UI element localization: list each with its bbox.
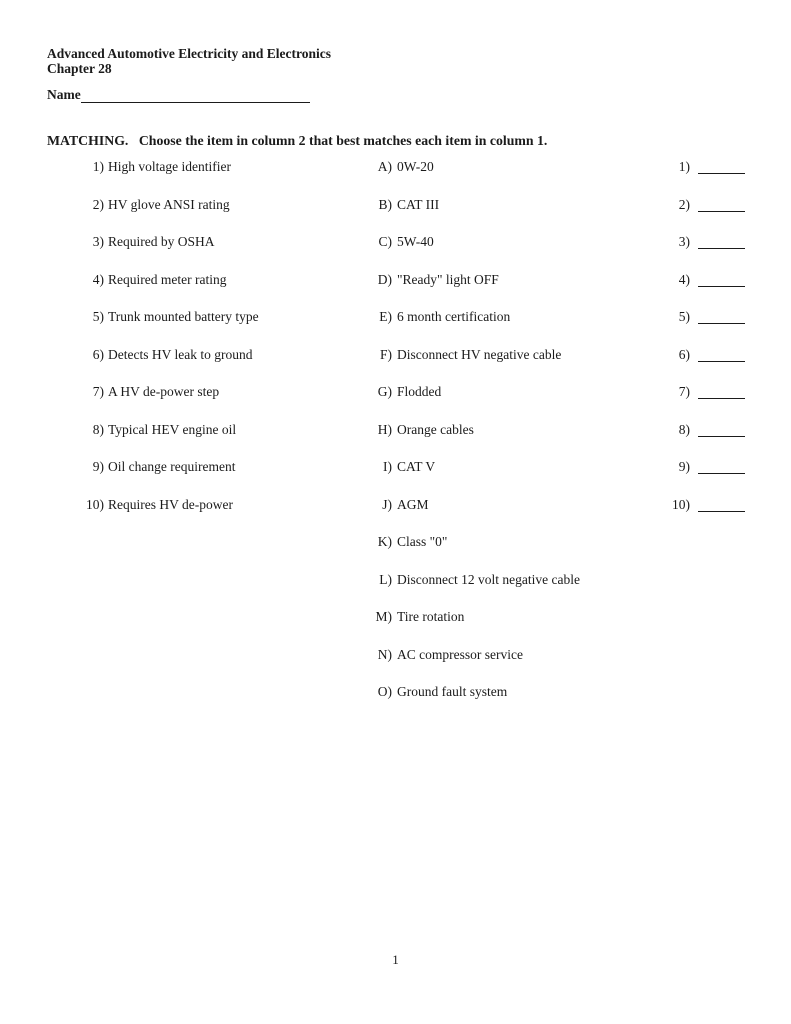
document-header: [47, 47, 331, 76]
col1-item-text: HV glove ANSI rating: [108, 196, 230, 212]
col1-number: 5): [92, 309, 104, 324]
matching-row-n: [0, 646, 791, 684]
matching-row-5: [0, 308, 791, 346]
matching-row-o: [0, 683, 791, 721]
matching-row-l: [0, 571, 791, 609]
col1-item-text: Detects HV leak to ground: [108, 346, 253, 362]
course-title: Advanced Automotive Electricity and Electronics: [47, 46, 331, 61]
name-blank[interactable]: [81, 87, 310, 103]
col2-letter: G): [377, 384, 392, 399]
col2-item-text: AGM: [397, 496, 429, 512]
col1-number: 10): [86, 496, 104, 512]
col2-item-text: CAT V: [397, 459, 436, 474]
col1-number: 6): [92, 346, 104, 362]
col1-number: 3): [92, 234, 104, 249]
col1-item-text: Requires HV de-power: [108, 496, 233, 512]
col2-letter: A): [377, 159, 392, 174]
answer-number: 7): [678, 384, 690, 399]
matching-row-1: [0, 158, 791, 196]
col2-item-text: Flodded: [397, 384, 442, 399]
answer-blank-7[interactable]: [698, 383, 745, 399]
answer-blank-10[interactable]: [698, 496, 745, 512]
col1-item-text: Required meter rating: [108, 271, 227, 287]
matching-row-7: [0, 383, 791, 421]
matching-row-10: [0, 496, 791, 534]
col1-number: 8): [92, 421, 104, 437]
col2-letter: F): [379, 346, 392, 362]
matching-row-2: [0, 196, 791, 234]
answer-number: 1): [678, 159, 690, 174]
col1-item-text: A HV de-power step: [108, 384, 220, 399]
page-number: 1: [392, 952, 399, 967]
answer-blank-6[interactable]: [698, 346, 745, 362]
answer-number: 6): [678, 346, 690, 362]
col1-number: 7): [92, 384, 104, 399]
col2-item-text: CAT III: [397, 196, 440, 212]
matching-row-k: [0, 533, 791, 571]
col2-item-text: Ground fault system: [397, 684, 508, 699]
answer-blank-1[interactable]: [698, 158, 745, 174]
col1-item-text: Trunk mounted battery type: [108, 309, 259, 324]
col2-letter: N): [377, 646, 392, 662]
matching-row-8: [0, 421, 791, 459]
answer-number: 4): [678, 271, 690, 287]
col1-number: 1): [92, 159, 104, 174]
matching-list: [0, 158, 791, 721]
answer-blank-5[interactable]: [698, 308, 745, 324]
col2-item-text: Class "0": [397, 534, 448, 549]
col1-number: 4): [92, 271, 104, 287]
col2-letter: O): [377, 684, 392, 699]
col2-letter: L): [379, 571, 392, 587]
col2-item-text: 5W-40: [397, 234, 434, 249]
name-line: [47, 87, 310, 103]
col2-item-text: Tire rotation: [397, 609, 465, 624]
col2-item-text: Disconnect 12 volt negative cable: [397, 571, 580, 587]
col2-item-text: Orange cables: [397, 421, 474, 437]
col1-number: 2): [92, 196, 104, 212]
matching-instructions-text: Choose the item in column 2 that best matches each item in column 1.: [138, 133, 548, 148]
answer-number: 8): [678, 421, 690, 437]
col2-letter: K): [377, 534, 392, 549]
answer-number: 2): [678, 196, 690, 212]
answer-number: 10): [672, 496, 690, 512]
col1-number: 9): [92, 459, 104, 474]
col2-item-text: 6 month certification: [397, 309, 511, 324]
col2-item-text: 0W-20: [397, 159, 434, 174]
col2-letter: B): [378, 196, 392, 212]
matching-row-9: [0, 458, 791, 496]
matching-label: MATCHING.: [47, 133, 129, 148]
matching-row-m: [0, 608, 791, 646]
matching-row-6: [0, 346, 791, 384]
col2-item-text: Disconnect HV negative cable: [397, 346, 562, 362]
col2-letter: E): [379, 309, 392, 324]
col2-item-text: AC compressor service: [397, 646, 523, 662]
answer-number: 5): [678, 309, 690, 324]
col2-letter: M): [375, 609, 392, 624]
col1-item-text: Oil change requirement: [108, 459, 236, 474]
answer-blank-4[interactable]: [698, 271, 745, 287]
col2-letter: D): [377, 271, 392, 287]
col2-letter: I): [383, 459, 392, 474]
answer-number: 3): [678, 234, 690, 249]
col2-letter: C): [378, 234, 392, 249]
chapter-title: Chapter 28: [47, 60, 112, 76]
matching-instructions: [47, 133, 547, 149]
col1-item-text: Required by OSHA: [108, 234, 215, 249]
answer-number: 9): [678, 459, 690, 474]
matching-row-3: [0, 233, 791, 271]
answer-blank-3[interactable]: [698, 233, 745, 249]
matching-row-4: [0, 271, 791, 309]
col1-item-text: High voltage identifier: [108, 159, 231, 174]
answer-blank-9[interactable]: [698, 458, 745, 474]
answer-blank-2[interactable]: [698, 196, 745, 212]
name-label: Name: [47, 87, 81, 102]
col2-letter: H): [377, 421, 392, 437]
col2-letter: J): [382, 496, 392, 512]
col2-item-text: "Ready" light OFF: [397, 271, 499, 287]
col1-item-text: Typical HEV engine oil: [108, 421, 237, 437]
answer-blank-8[interactable]: [698, 421, 745, 437]
